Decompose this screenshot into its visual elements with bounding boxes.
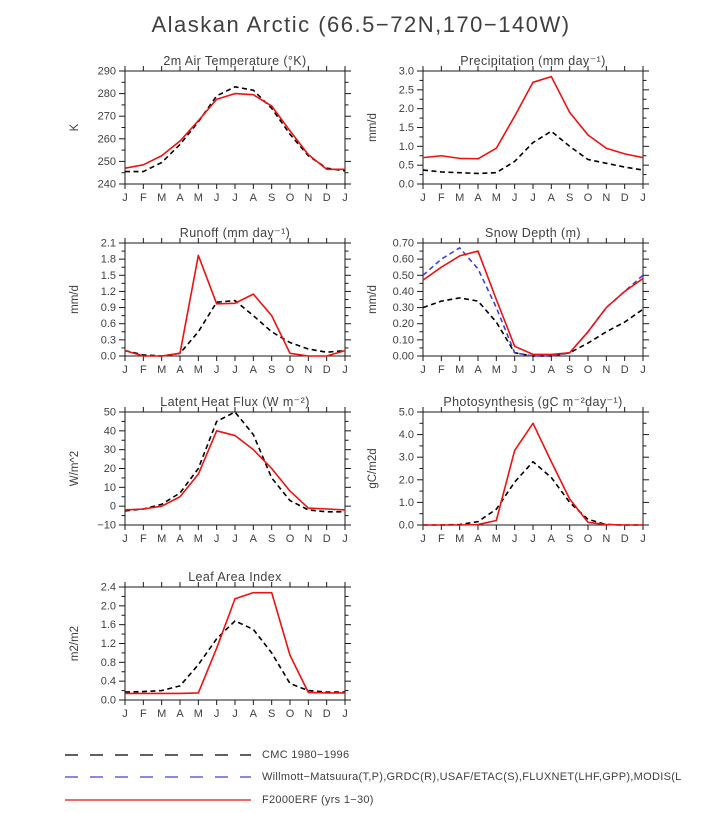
panel-latent-heat-flux xyxy=(40,394,380,554)
svg-text:O: O xyxy=(583,533,593,545)
svg-text:K: K xyxy=(69,123,81,132)
svg-text:W/m^2: W/m^2 xyxy=(69,450,81,487)
svg-text:J: J xyxy=(640,192,646,204)
svg-text:0.0: 0.0 xyxy=(398,519,414,532)
svg-text:F: F xyxy=(437,192,445,204)
svg-text:2.0: 2.0 xyxy=(398,474,414,487)
svg-text:1.8: 1.8 xyxy=(100,253,116,266)
svg-text:J: J xyxy=(122,364,128,376)
svg-text:S: S xyxy=(267,192,276,204)
svg-text:M: M xyxy=(193,533,203,545)
svg-text:3.0: 3.0 xyxy=(398,451,414,464)
svg-text:0.10: 0.10 xyxy=(392,334,414,347)
svg-text:A: A xyxy=(474,364,482,376)
svg-text:0.40: 0.40 xyxy=(392,285,414,298)
svg-text:D: D xyxy=(322,533,331,545)
svg-text:1.6: 1.6 xyxy=(100,619,116,632)
svg-text:0.0: 0.0 xyxy=(100,694,116,707)
svg-text:M: M xyxy=(193,192,203,204)
svg-text:J: J xyxy=(420,364,426,376)
svg-text:1.5: 1.5 xyxy=(398,122,414,134)
svg-text:Photosynthesis (gC m⁻²day⁻¹): Photosynthesis (gC m⁻²day⁻¹) xyxy=(443,395,623,409)
svg-text:M: M xyxy=(193,364,203,376)
svg-text:A: A xyxy=(474,192,482,204)
svg-text:0: 0 xyxy=(109,500,116,513)
legend-line-swatch-cmc xyxy=(64,747,252,763)
svg-text:N: N xyxy=(602,364,611,376)
svg-text:M: M xyxy=(455,192,465,204)
photosynthesis-chart xyxy=(338,394,678,554)
panel-air-temperature xyxy=(40,53,380,213)
svg-text:J: J xyxy=(511,192,518,204)
svg-text:M: M xyxy=(491,364,501,376)
svg-text:M: M xyxy=(193,708,203,720)
svg-text:Latent Heat Flux (W m⁻²): Latent Heat Flux (W m⁻²) xyxy=(160,395,310,409)
svg-text:0.70: 0.70 xyxy=(392,237,414,250)
svg-text:J: J xyxy=(232,192,238,204)
svg-text:F: F xyxy=(139,533,147,545)
legend xyxy=(0,743,722,813)
svg-text:D: D xyxy=(620,533,629,545)
svg-text:J: J xyxy=(232,364,238,376)
svg-text:D: D xyxy=(322,708,331,720)
svg-text:J: J xyxy=(122,533,128,545)
svg-text:O: O xyxy=(285,192,295,204)
latent-heat-flux-chart xyxy=(40,394,380,554)
svg-text:0.0: 0.0 xyxy=(100,350,116,363)
figure-title: Alaskan Arctic (66.5−72N,170−140W) xyxy=(151,12,571,37)
svg-text:A: A xyxy=(249,364,258,376)
svg-text:260: 260 xyxy=(97,133,116,146)
legend-item-f2000 xyxy=(64,792,374,808)
svg-text:M: M xyxy=(157,533,167,545)
svg-text:2.1: 2.1 xyxy=(100,237,116,250)
svg-text:F: F xyxy=(139,364,147,376)
svg-text:A: A xyxy=(176,192,184,204)
svg-text:Runoff (mm day⁻¹): Runoff (mm day⁻¹) xyxy=(179,226,291,240)
svg-text:3.0: 3.0 xyxy=(398,65,414,78)
svg-text:J: J xyxy=(342,708,348,720)
svg-text:240: 240 xyxy=(97,178,116,191)
svg-text:F: F xyxy=(139,192,147,204)
svg-text:M: M xyxy=(455,364,465,376)
svg-text:20: 20 xyxy=(103,463,116,475)
svg-text:J: J xyxy=(213,708,220,720)
svg-text:−10: −10 xyxy=(97,519,116,532)
svg-text:Leaf Area Index: Leaf Area Index xyxy=(188,570,282,584)
svg-text:2m Air Temperature (°K): 2m Air Temperature (°K) xyxy=(163,54,307,68)
svg-text:2.4: 2.4 xyxy=(100,581,116,594)
svg-text:S: S xyxy=(267,708,276,720)
svg-text:J: J xyxy=(530,533,536,545)
svg-text:0.30: 0.30 xyxy=(392,302,414,315)
svg-text:gC/m2d: gC/m2d xyxy=(367,448,379,489)
legend-line-swatch-obs xyxy=(64,769,252,785)
svg-text:J: J xyxy=(122,192,128,204)
svg-text:A: A xyxy=(249,708,258,720)
svg-text:A: A xyxy=(547,533,556,545)
svg-text:F: F xyxy=(437,364,445,376)
svg-text:S: S xyxy=(565,192,574,204)
panel-snow-depth xyxy=(338,225,678,385)
svg-text:A: A xyxy=(547,364,556,376)
svg-text:1.5: 1.5 xyxy=(100,269,116,282)
svg-text:J: J xyxy=(213,364,220,376)
svg-text:N: N xyxy=(304,708,313,720)
svg-text:J: J xyxy=(342,192,348,204)
legend-label-cmc: CMC 1980−1996 xyxy=(262,749,350,761)
svg-text:270: 270 xyxy=(97,110,116,123)
svg-text:Precipitation (mm day⁻¹): Precipitation (mm day⁻¹) xyxy=(460,54,606,68)
svg-text:0.00: 0.00 xyxy=(392,350,414,363)
legend-item-obs xyxy=(64,769,682,785)
svg-text:J: J xyxy=(232,708,238,720)
svg-text:M: M xyxy=(157,192,167,204)
precipitation-chart xyxy=(338,53,678,213)
svg-text:S: S xyxy=(267,364,276,376)
svg-text:O: O xyxy=(583,364,593,376)
svg-text:1.0: 1.0 xyxy=(398,140,414,153)
svg-text:O: O xyxy=(285,533,295,545)
svg-text:J: J xyxy=(420,533,426,545)
svg-text:0.9: 0.9 xyxy=(100,302,116,315)
svg-text:D: D xyxy=(322,192,331,204)
svg-text:0.5: 0.5 xyxy=(398,159,414,172)
svg-text:S: S xyxy=(565,533,574,545)
svg-text:A: A xyxy=(176,533,184,545)
svg-text:J: J xyxy=(420,192,426,204)
svg-text:J: J xyxy=(530,192,536,204)
svg-text:S: S xyxy=(565,364,574,376)
svg-text:O: O xyxy=(285,708,295,720)
svg-text:40: 40 xyxy=(103,425,116,438)
svg-text:D: D xyxy=(620,192,629,204)
svg-text:D: D xyxy=(620,364,629,376)
legend-line-swatch-f2000 xyxy=(64,792,252,808)
svg-text:m2/m2: m2/m2 xyxy=(69,625,81,662)
snow-depth-chart xyxy=(338,225,678,385)
svg-text:A: A xyxy=(176,364,184,376)
svg-text:10: 10 xyxy=(103,481,116,494)
leaf-area-index-chart xyxy=(40,569,380,729)
runoff-chart xyxy=(40,225,380,385)
legend-label-f2000: F2000ERF (yrs 1−30) xyxy=(262,794,374,806)
legend-label-obs: Willmott−Matsuura(T,P),GRDC(R),USAF/ETAC(S),FLUXNET(LHF,GPP),MODIS(L xyxy=(262,771,682,783)
svg-text:4.0: 4.0 xyxy=(398,429,414,442)
svg-text:50: 50 xyxy=(103,406,116,419)
panel-runoff xyxy=(40,225,380,385)
svg-text:M: M xyxy=(157,708,167,720)
svg-text:N: N xyxy=(602,533,611,545)
svg-text:0.8: 0.8 xyxy=(100,656,116,669)
svg-text:N: N xyxy=(304,364,313,376)
svg-text:30: 30 xyxy=(103,444,116,457)
panel-precipitation xyxy=(338,53,678,213)
svg-text:N: N xyxy=(602,192,611,204)
svg-text:A: A xyxy=(249,533,258,545)
svg-text:O: O xyxy=(583,192,593,204)
svg-text:0.50: 0.50 xyxy=(392,269,414,282)
svg-text:N: N xyxy=(304,192,313,204)
svg-text:5.0: 5.0 xyxy=(398,406,414,419)
svg-text:mm/d: mm/d xyxy=(367,113,379,142)
panel-leaf-area-index xyxy=(40,569,380,729)
svg-text:M: M xyxy=(491,192,501,204)
panel-photosynthesis xyxy=(338,394,678,554)
svg-text:2.0: 2.0 xyxy=(398,103,414,116)
svg-text:N: N xyxy=(304,533,313,545)
svg-text:J: J xyxy=(122,708,128,720)
svg-text:0.0: 0.0 xyxy=(398,178,414,191)
svg-text:J: J xyxy=(232,533,238,545)
svg-text:A: A xyxy=(474,533,482,545)
svg-text:A: A xyxy=(176,708,184,720)
svg-text:S: S xyxy=(267,533,276,545)
air-temperature-chart xyxy=(40,53,380,213)
svg-text:J: J xyxy=(530,364,536,376)
svg-text:J: J xyxy=(511,533,518,545)
svg-text:mm/d: mm/d xyxy=(367,285,379,314)
svg-text:0.4: 0.4 xyxy=(100,675,116,688)
svg-text:mm/d: mm/d xyxy=(69,285,81,314)
svg-text:D: D xyxy=(322,364,331,376)
legend-item-cmc xyxy=(64,747,349,763)
svg-text:J: J xyxy=(640,533,646,545)
svg-text:M: M xyxy=(455,533,465,545)
svg-text:0.3: 0.3 xyxy=(100,334,116,347)
svg-text:M: M xyxy=(157,364,167,376)
svg-text:F: F xyxy=(437,533,445,545)
svg-text:1.0: 1.0 xyxy=(398,496,414,509)
svg-text:J: J xyxy=(640,364,646,376)
svg-text:280: 280 xyxy=(97,88,116,101)
svg-text:J: J xyxy=(342,533,348,545)
svg-text:F: F xyxy=(139,708,147,720)
svg-text:M: M xyxy=(491,533,501,545)
svg-text:J: J xyxy=(511,364,518,376)
svg-text:2.0: 2.0 xyxy=(100,600,116,613)
svg-text:0.6: 0.6 xyxy=(100,318,116,331)
svg-text:2.5: 2.5 xyxy=(398,84,414,97)
svg-text:J: J xyxy=(213,192,220,204)
svg-text:J: J xyxy=(342,364,348,376)
svg-text:J: J xyxy=(213,533,220,545)
svg-text:A: A xyxy=(249,192,258,204)
svg-text:290: 290 xyxy=(97,65,116,78)
svg-text:0.60: 0.60 xyxy=(392,253,414,266)
svg-text:250: 250 xyxy=(97,155,116,168)
svg-text:A: A xyxy=(547,192,556,204)
svg-text:0.20: 0.20 xyxy=(392,318,414,331)
svg-text:1.2: 1.2 xyxy=(100,285,116,298)
svg-text:O: O xyxy=(285,364,295,376)
svg-text:1.2: 1.2 xyxy=(100,638,116,650)
svg-text:Snow Depth (m): Snow Depth (m) xyxy=(485,226,581,240)
